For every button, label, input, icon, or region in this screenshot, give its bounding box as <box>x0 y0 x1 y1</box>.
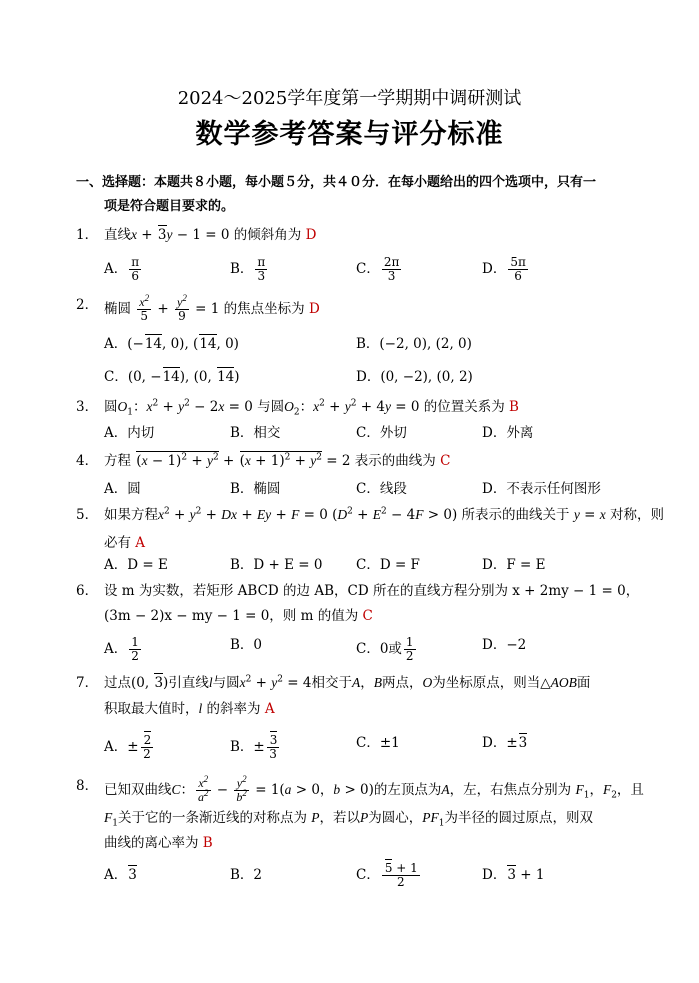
q8-option-b: B．2 <box>230 867 263 883</box>
q4-option-b: B．椭圆 <box>230 481 281 497</box>
q5-stem-line-1: 如果方程$x^2 + y^2 + Dx + Ey + F = 0$ $(D^2 + E^2 - 4F > 0)$ 所表示的曲线关于 y = x 对称，则 <box>104 506 665 523</box>
q4-option-d: D．不表示任何图形 <box>482 481 601 497</box>
q3-number: 3． <box>76 399 99 415</box>
q1-option-a: A． $\frac{\pi}{6}$ <box>104 255 140 283</box>
q2-option-b: B．(−2, 0), (2, 0) <box>356 336 472 352</box>
q1-option-d: D． $\frac{5\pi}{6}$ <box>482 255 526 283</box>
q6-option-a: A． $\frac{1}{2}$ <box>104 635 139 663</box>
section-intro-line-1: 一、选择题：本题共８小题，每小题５分，共４０分．在每小题给出的四个选项中，只有一 <box>76 175 597 190</box>
q3-option-b: B．相交 <box>230 425 281 441</box>
q3-option-d: D．外离 <box>482 425 534 441</box>
q7-option-a: A．± $\frac{2}{2}$ <box>104 733 152 761</box>
q6-option-d: D．−2 <box>482 637 527 653</box>
q5-number: 5． <box>76 507 99 523</box>
q8-stem-line-3: 曲线的离心率为 B <box>104 835 213 851</box>
q5-option-b: B．D + E = 0 <box>230 557 323 573</box>
q6-stem-line-2-text: (3m − 2)x − my − 1 = 0，则 m 的值为 <box>104 608 359 624</box>
q4-answer: C <box>440 453 451 469</box>
q5-option-d: D．F = E <box>482 557 546 573</box>
q7-stem-line-2: 积取最大值时，l 的斜率为 A <box>104 701 275 717</box>
q6-stem-line-1: 设 m 为实数，若矩形 ABCD 的边 AB，CD 所在的直线方程分别为 x + 2my − 1 = 0， <box>104 583 640 599</box>
q6-number: 6． <box>76 583 99 599</box>
q7-stem-line-1: 过点(0, 3)引直线l与圆$x^2 + y^2 = 4$相交于A，B两点，O为坐标原点，则当△AOB面 <box>104 674 591 691</box>
q3-option-a: A．内切 <box>104 425 155 441</box>
q6-option-b: B．0 <box>230 637 263 653</box>
q8-number: 8． <box>76 778 99 794</box>
q1-answer: D <box>305 227 317 243</box>
q8-stem-line-1: 已知双曲线C： $\frac{x^2}{a^2}$ − $\frac{y^2}{b^2}$ = 1(a > 0，b > 0)的左顶点为A，左，右焦点分别为 $F_1$，$F_2$，且 <box>104 774 644 804</box>
q6-answer: C <box>362 608 373 624</box>
q4-number: 4． <box>76 453 99 469</box>
q7-answer: A <box>264 701 275 717</box>
q7-option-d: D．±3 <box>482 735 528 751</box>
q8-stem-line-2: $F_1$关于它的一条渐近线的对称点为 P，若以P为圆心，$PF_1$为半径的圆过原点，则双 <box>104 810 594 829</box>
q4-option-c: C．线段 <box>356 481 407 497</box>
q7-option-b: B．± $\frac{3}{3}$ <box>230 733 278 761</box>
q1-option-b: B． $\frac{\pi}{3}$ <box>230 255 266 283</box>
q6-option-c: C．0或 $\frac{1}{2}$ <box>356 635 414 663</box>
q2-number: 2． <box>76 297 99 313</box>
q7-number: 7． <box>76 675 99 691</box>
q8-option-c: C． $\frac{5 + 1}{2}$ <box>356 861 418 889</box>
q1-stem: 直线x + 3y − 1 = 0 的倾斜角为 D <box>104 227 317 243</box>
q3-answer: B <box>509 399 519 415</box>
doc-title: 数学参考答案与评分标准 <box>195 119 504 150</box>
q8-option-a: A．3 <box>104 867 137 883</box>
q5-stem-line-2: 必有 A <box>104 535 146 551</box>
q2-option-a: A．(−14, 0), (14, 0) <box>104 336 239 352</box>
q5-option-c: C．D = F <box>356 557 420 573</box>
q8-answer: B <box>202 835 213 851</box>
exam-title: 2024～2025学年度第一学期期中调研测试 <box>177 88 522 109</box>
q4-stem: 方程 $(x - 1)^2 + y^2 + (x + 1)^2 + y^2 = 2$ 表示的曲线为 C <box>104 452 451 469</box>
q1-number: 1． <box>76 227 99 243</box>
q5-option-a: A．D = E <box>104 557 168 573</box>
q8-option-d: D．3 + 1 <box>482 867 545 883</box>
q3-option-c: C．外切 <box>356 425 407 441</box>
q3-stem: 圆$O_1$：$x^2 + y^2 - 2x = 0$ 与圆$O_2$：$x^2 + y^2 + 4y = 0$ 的位置关系为 B <box>104 398 519 418</box>
q5-answer: A <box>135 535 146 551</box>
section-intro-line-2: 项是符合题目要求的。 <box>104 199 235 214</box>
q4-option-a: A．圆 <box>104 481 141 497</box>
q2-option-c: C．(0, −14), (0, 14) <box>104 369 240 385</box>
q2-answer: D <box>308 301 320 317</box>
q2-option-d: D．(0, −2), (0, 2) <box>356 369 473 385</box>
q1-option-c: C． $\frac{2\pi}{3}$ <box>356 255 400 283</box>
q2-stem: 椭圆 $\frac{x^2}{5}$ + $\frac{y^2}{9}$ = 1 的焦点坐标为 D <box>104 293 320 323</box>
q7-option-c: C．±1 <box>356 735 400 751</box>
q6-stem-line-2 <box>104 607 373 625</box>
